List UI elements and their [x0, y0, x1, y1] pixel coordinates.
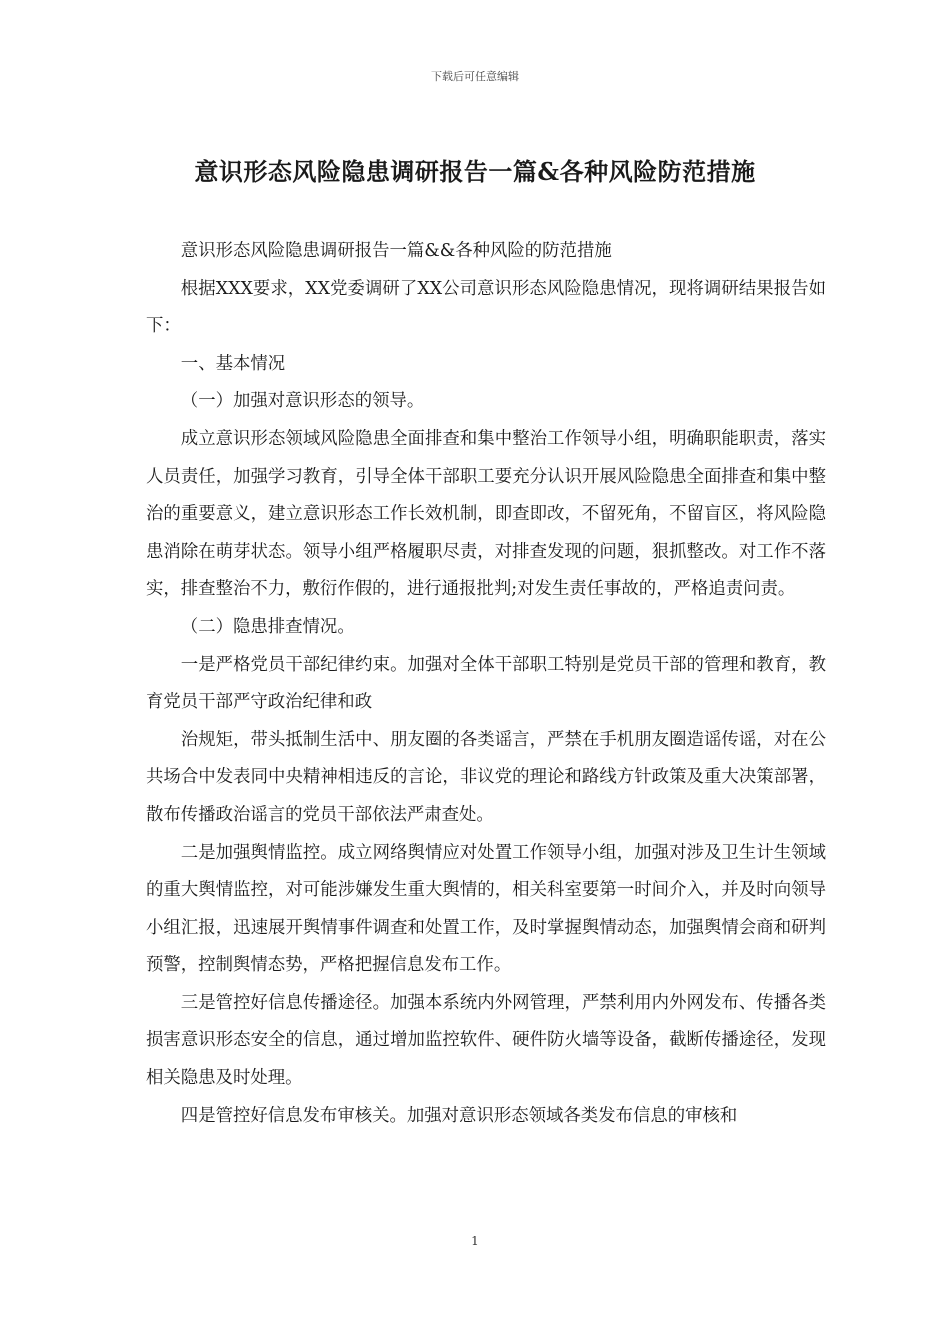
subsection-heading-2: （二）隐患排查情况。	[180, 616, 355, 637]
paragraph-point-1: 一是严格党员干部纪律约束。加强对全体干部职工特别是党员干部的管理和教育，教育党员干部严守政治纪律和政	[146, 654, 826, 713]
document-body	[146, 233, 826, 1135]
paragraph-leadership: 成立意识形态领域风险隐患全面排查和集中整治工作领导小组，明确职能职责，落实人员责任，加强学习教育，引导全体干部职工要充分认识开展风险隐患全面排查和集中整治的重要意义，建立意识形态工作长效机制，即查即改，不留死角，不留盲区，将风险隐患消除在萌芽状态。领导小组严格履职尽责，对排查发现的问题，狠抓整改。对工作不落实，排查整治不力，敷衍作假的，进行通报批判;对发生责任事故的，严格追责问责。	[146, 428, 826, 600]
paragraph-point-4: 四是管控好信息发布审核关。加强对意识形态领域各类发布信息的审核和	[180, 1105, 738, 1126]
paragraph-point-2: 二是加强舆情监控。成立网络舆情应对处置工作领导小组，加强对涉及卫生计生领域的重大舆情监控，对可能涉嫌发生重大舆情的，相关科室要第一时间介入，并及时向领导小组汇报，迅速展开舆情事件调查和处置工作，及时掌握舆情动态，加强舆情会商和研判预警，控制舆情态势，严格把握信息发布工作。	[146, 842, 826, 976]
paragraph-subtitle: 意识形态风险隐患调研报告一篇&&各种风险的防范措施	[180, 241, 612, 261]
header-note: 下载后可任意编辑	[431, 70, 519, 83]
section-heading-basic-situation: 一、基本情况	[180, 353, 286, 374]
paragraph-point-1-continued: 治规矩，带头抵制生活中、朋友圈的各类谣言，严禁在手机朋友圈造谣传谣，对在公共场合中发表同中央精神相违反的言论，非议党的理论和路线方针政策及重大决策部署，散布传播政治谣言的党员干部依法严肃查处。	[146, 729, 826, 825]
document-title: 意识形态风险隐患调研报告一篇&各种风险防范措施	[194, 157, 756, 186]
subsection-heading-1: （一）加强对意识形态的领导。	[180, 391, 425, 412]
paragraph-intro: 根据XXX要求，XX党委调研了XX公司意识形态风险隐患情况，现将调研结果报告如下：	[146, 278, 826, 337]
paragraph-point-3: 三是管控好信息传播途径。加强本系统内外网管理，严禁利用内外网发布、传播各类损害意识形态安全的信息，通过增加监控软件、硬件防火墙等设备，截断传播途径，发现相关隐患及时处理。	[146, 992, 826, 1089]
page-number: 1	[471, 1234, 479, 1248]
